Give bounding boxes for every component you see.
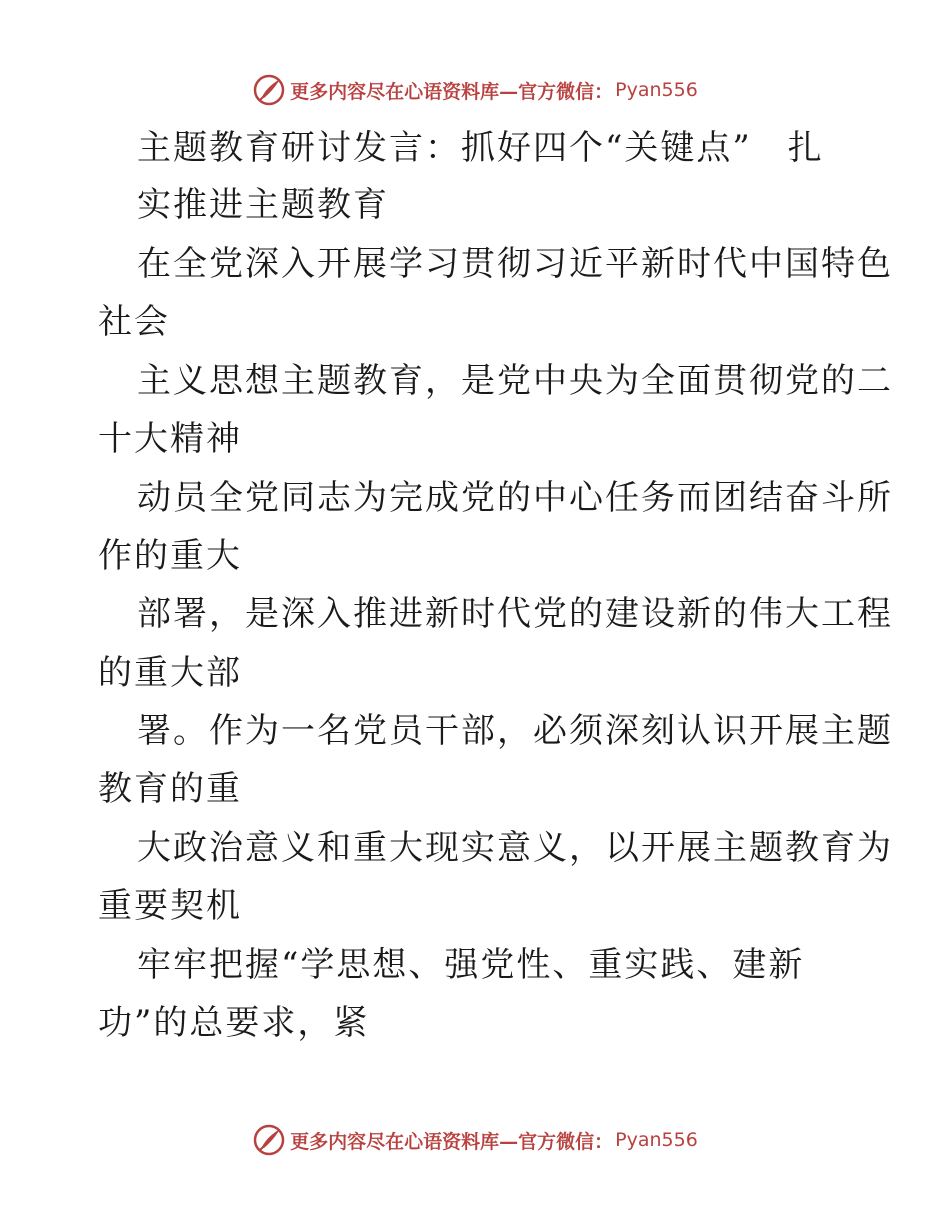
doc-line: 社会: [98, 302, 170, 342]
banner-wechat-id: Pyan556: [615, 1129, 698, 1151]
doc-line: 实推进主题教育: [137, 185, 389, 225]
doc-line: 主义思想主题教育，是党中央为全面贯彻党的二: [137, 361, 893, 401]
doc-line: 的重大部: [98, 653, 242, 693]
doc-line: 主题教育研讨发言：抓好四个“关键点” 扎: [137, 128, 824, 168]
footer-banner: [0, 1120, 950, 1160]
doc-line: 署。作为一名党员干部，必须深刻认识开展主题: [137, 711, 893, 751]
header-banner: [0, 70, 950, 110]
doc-line: 教育的重: [98, 769, 242, 809]
doc-line: 牢牢把握“学思想、强党性、重实践、建新: [137, 945, 805, 985]
doc-line: 作的重大: [98, 536, 242, 576]
doc-line: 大政治意义和重大现实意义，以开展主题教育为: [137, 828, 893, 868]
quill-logo-icon: [252, 1123, 286, 1157]
doc-line: 部署，是深入推进新时代党的建设新的伟大工程: [137, 594, 893, 634]
banner-text: 更多内容尽在心语资料库—官方微信：: [290, 1130, 614, 1153]
doc-line: 在全党深入开展学习贯彻习近平新时代中国特色: [137, 244, 893, 284]
doc-line: 十大精神: [98, 419, 242, 459]
doc-line: 重要契机: [98, 886, 242, 926]
doc-line: 功”的总要求，紧: [98, 1003, 370, 1043]
quill-logo-icon: [252, 73, 286, 107]
doc-line: 动员全党同志为完成党的中心任务而团结奋斗所: [137, 478, 893, 518]
banner-wechat-id: Pyan556: [615, 79, 698, 101]
banner-text: 更多内容尽在心语资料库—官方微信：: [290, 80, 614, 103]
